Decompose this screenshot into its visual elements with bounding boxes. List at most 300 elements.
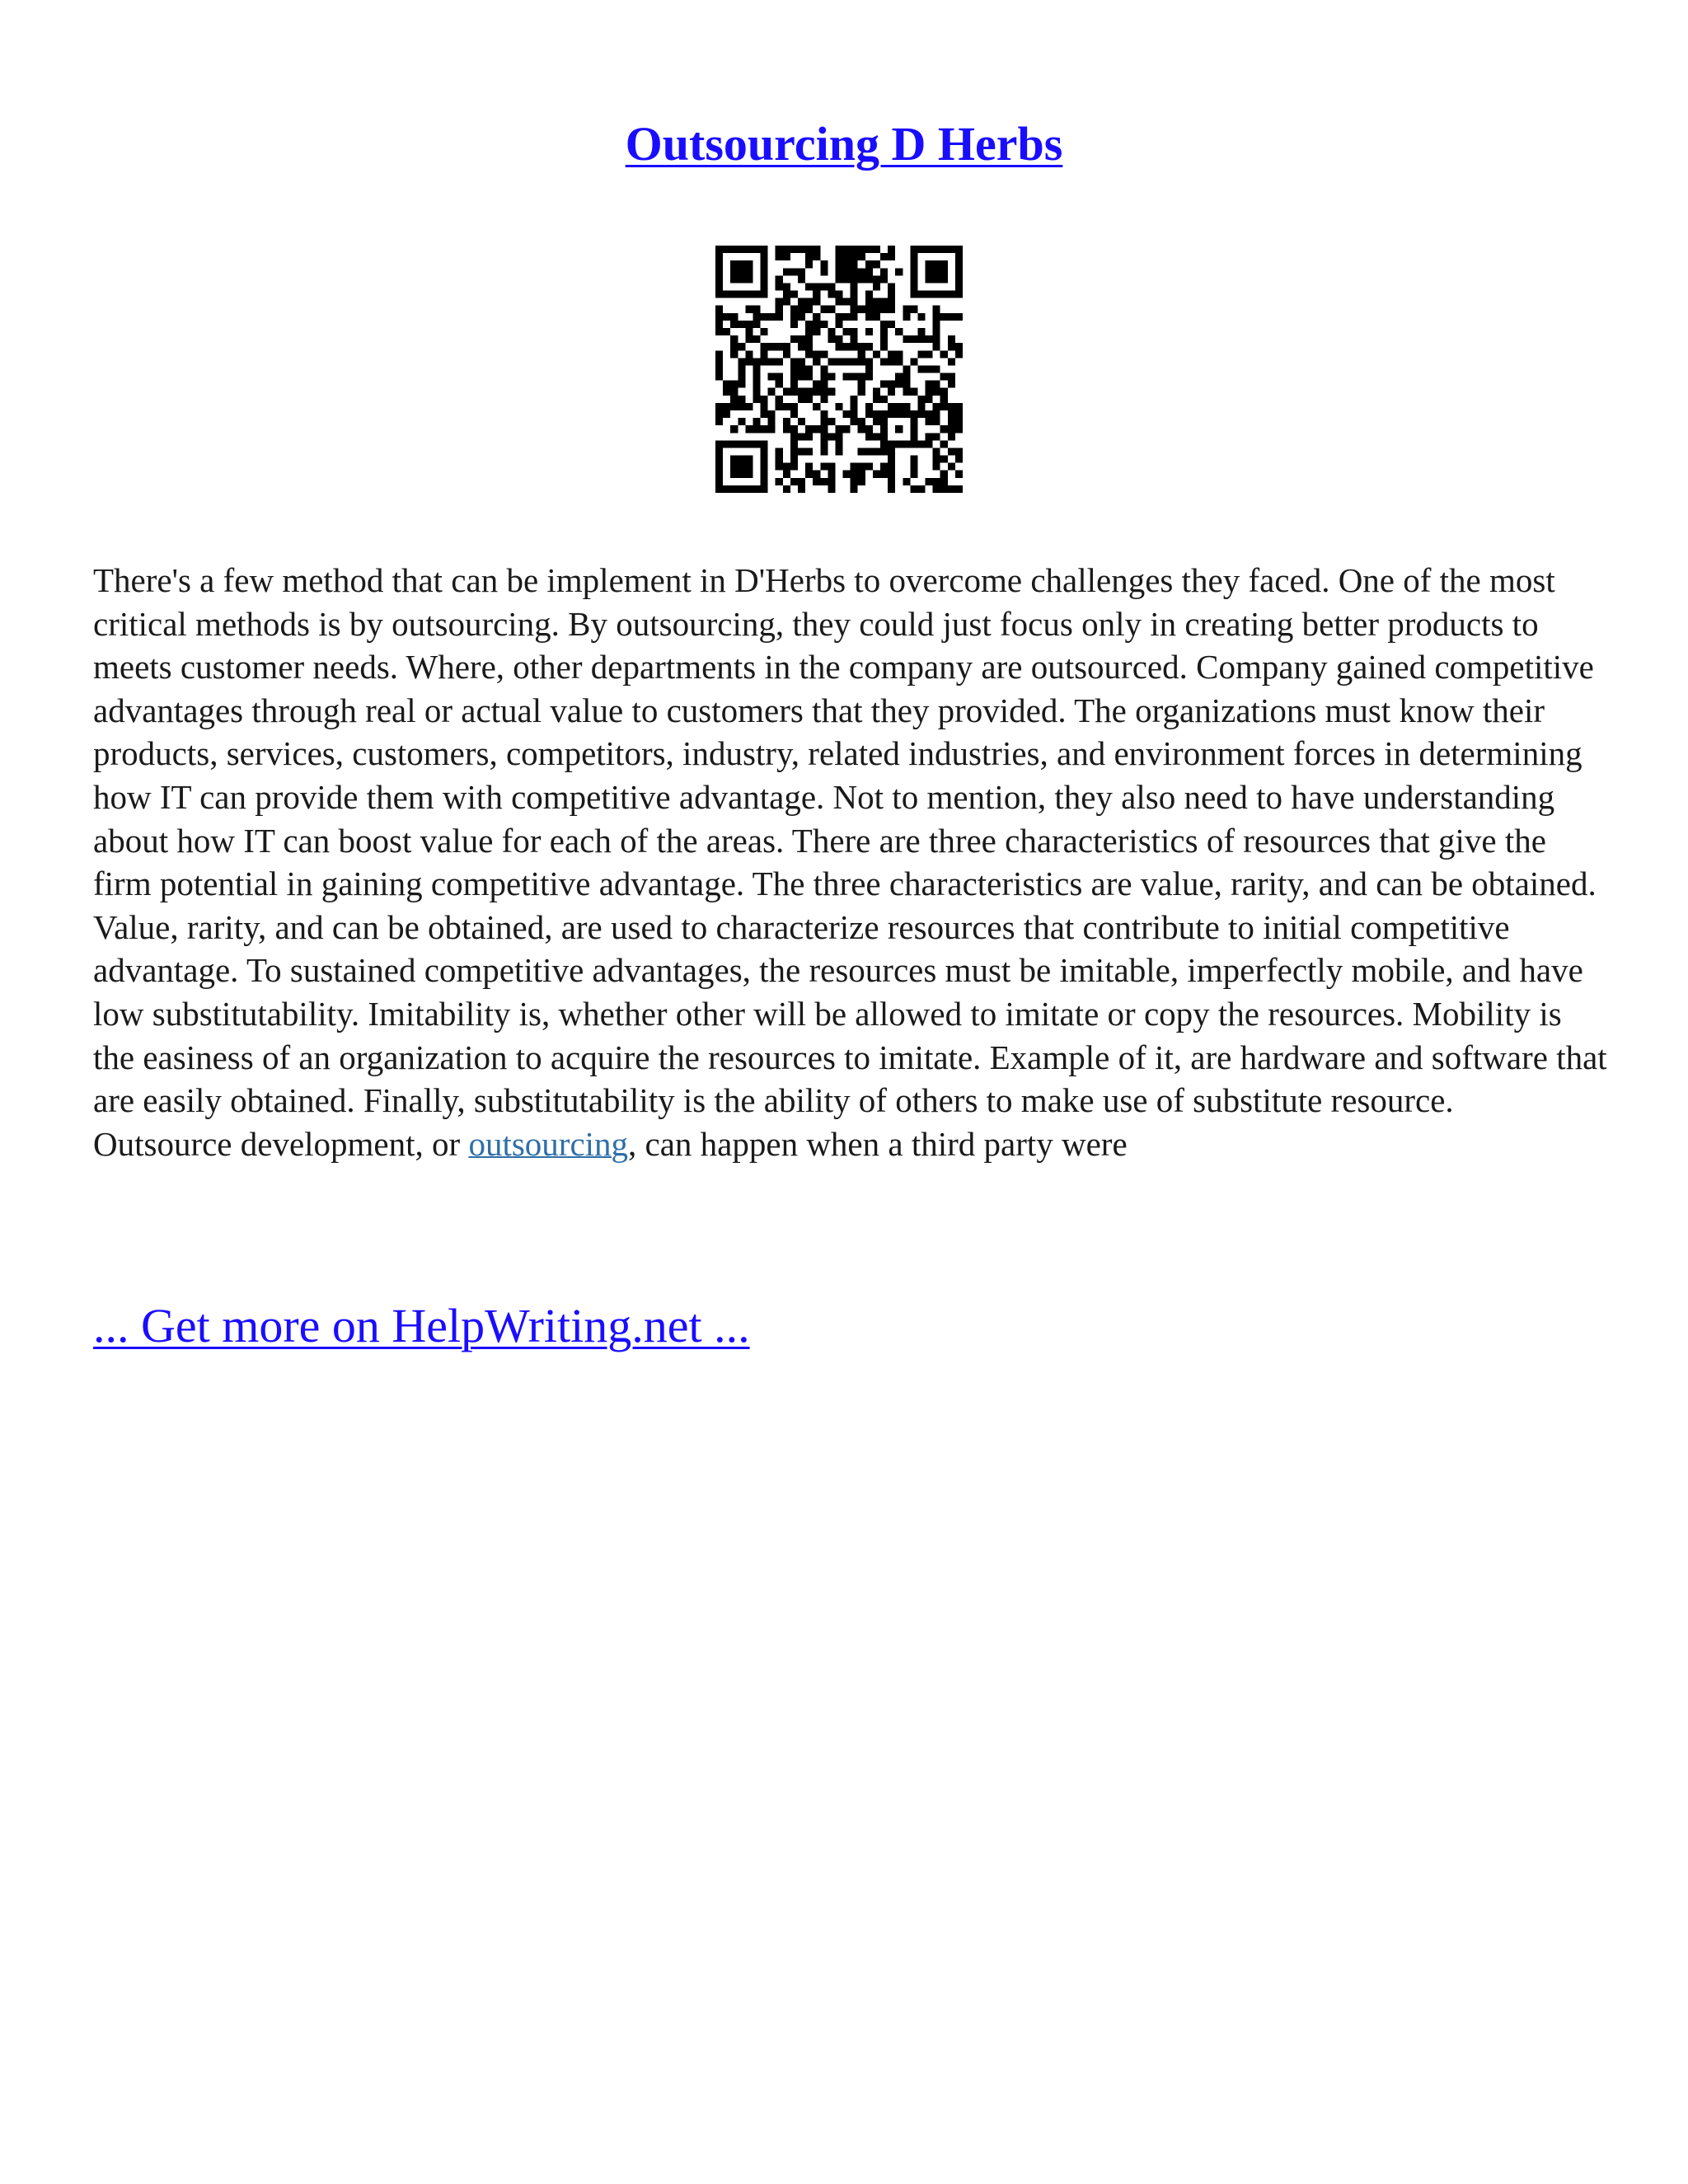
qr-module <box>926 335 933 343</box>
qr-module <box>903 403 910 410</box>
qr-module <box>820 410 828 418</box>
qr-module <box>873 471 880 478</box>
qr-module <box>910 253 917 260</box>
qr-module <box>813 321 820 328</box>
qr-module <box>820 425 828 433</box>
qr-module <box>933 260 940 268</box>
qr-module <box>828 328 835 335</box>
qr-module <box>926 275 933 283</box>
qr-module <box>715 403 723 410</box>
qr-module <box>917 396 925 403</box>
qr-module <box>955 283 963 290</box>
qr-module <box>828 306 835 313</box>
paragraph-3-text-end: , can happen when a third party were <box>628 1124 1128 1163</box>
qr-module <box>761 485 768 493</box>
qr-module <box>955 313 963 321</box>
qr-module <box>745 291 753 298</box>
qr-module <box>933 268 940 275</box>
qr-module <box>813 388 820 396</box>
qr-module <box>745 246 753 253</box>
qr-module <box>820 350 828 358</box>
qr-module <box>873 433 880 440</box>
qr-module <box>828 463 835 471</box>
qr-module <box>888 463 895 471</box>
qr-module <box>865 463 873 471</box>
qr-module <box>753 485 760 493</box>
qr-module <box>798 485 805 493</box>
qr-module <box>828 433 835 440</box>
qr-module <box>888 456 895 463</box>
qr-module <box>798 343 805 350</box>
qr-module <box>813 298 820 306</box>
qr-module <box>790 373 798 381</box>
qr-module <box>858 275 865 283</box>
qr-module <box>917 410 925 418</box>
qr-module <box>851 253 858 260</box>
qr-module <box>933 291 940 298</box>
qr-module <box>880 410 888 418</box>
qr-module <box>730 388 738 396</box>
qr-module <box>835 343 842 350</box>
qr-module <box>715 253 723 260</box>
qr-module <box>798 298 805 306</box>
qr-module <box>790 410 798 418</box>
qr-module <box>753 291 760 298</box>
qr-module <box>926 291 933 298</box>
qr-module <box>933 343 940 350</box>
qr-module <box>761 478 768 485</box>
qr-module <box>910 485 917 493</box>
qr-module <box>790 306 798 313</box>
qr-module <box>926 410 933 418</box>
qr-module <box>783 246 790 253</box>
qr-module <box>761 456 768 463</box>
qr-module <box>798 478 805 485</box>
qr-module <box>873 298 880 306</box>
qr-module <box>858 418 865 425</box>
qr-module <box>790 321 798 328</box>
qr-module <box>753 381 760 388</box>
qr-module <box>955 291 963 298</box>
qr-module <box>805 396 813 403</box>
qr-module <box>851 463 858 471</box>
qr-module <box>843 260 851 268</box>
qr-module <box>851 268 858 275</box>
qr-module <box>828 335 835 343</box>
qr-module <box>955 425 963 433</box>
qr-module <box>761 291 768 298</box>
qr-module <box>738 291 745 298</box>
qr-module <box>753 313 760 321</box>
qr-module <box>955 268 963 275</box>
qr-module <box>820 306 828 313</box>
qr-module <box>776 283 783 290</box>
qr-module <box>790 291 798 298</box>
qr-module <box>715 471 723 478</box>
qr-module <box>753 388 760 396</box>
qr-module <box>858 448 865 455</box>
qr-module <box>715 418 723 425</box>
qr-module <box>798 275 805 283</box>
qr-module <box>933 381 940 388</box>
qr-module <box>738 463 745 471</box>
qr-module <box>843 410 851 418</box>
qr-module <box>805 343 813 350</box>
qr-module <box>948 373 955 381</box>
qr-module <box>948 246 955 253</box>
qr-module <box>895 381 903 388</box>
qr-module <box>738 403 745 410</box>
qr-module <box>738 358 745 365</box>
qr-module <box>820 418 828 425</box>
article-body <box>93 559 1610 1165</box>
qr-module <box>730 343 738 350</box>
qr-module <box>738 440 745 448</box>
qr-module <box>798 396 805 403</box>
qr-module <box>933 418 940 425</box>
qr-module <box>851 306 858 313</box>
qr-module <box>738 365 745 373</box>
qr-module <box>761 260 768 268</box>
qr-module <box>880 275 888 283</box>
qr-module <box>851 313 858 321</box>
qr-module <box>723 440 730 448</box>
qr-module <box>745 403 753 410</box>
qr-module <box>768 343 776 350</box>
qr-module <box>790 335 798 343</box>
qr-module <box>761 246 768 253</box>
qr-module <box>723 313 730 321</box>
qr-module <box>820 433 828 440</box>
qr-module <box>715 485 723 493</box>
qr-module <box>805 246 813 253</box>
qr-module <box>790 268 798 275</box>
qr-module <box>835 358 842 365</box>
qr-module <box>790 313 798 321</box>
qr-module <box>865 425 873 433</box>
qr-module <box>820 365 828 373</box>
qr-module <box>873 350 880 358</box>
qr-module <box>776 343 783 350</box>
qr-module <box>955 448 963 455</box>
qr-module <box>783 388 790 396</box>
qr-module <box>715 291 723 298</box>
qr-module <box>776 381 783 388</box>
qr-module <box>723 485 730 493</box>
qr-module <box>843 275 851 283</box>
qr-module <box>813 478 820 485</box>
qr-module <box>903 365 910 373</box>
qr-module <box>820 283 828 290</box>
qr-module <box>753 246 760 253</box>
qr-module <box>730 403 738 410</box>
qr-module <box>955 471 963 478</box>
qr-module <box>940 485 948 493</box>
qr-module <box>730 246 738 253</box>
qr-module <box>843 373 851 381</box>
qr-module <box>776 373 783 381</box>
qr-module <box>880 298 888 306</box>
qr-module <box>723 381 730 388</box>
qr-module <box>888 350 895 358</box>
qr-module <box>933 456 940 463</box>
qr-module <box>948 343 955 350</box>
qr-module <box>761 440 768 448</box>
qr-module <box>888 403 895 410</box>
qr-module <box>926 396 933 403</box>
qr-module <box>715 275 723 283</box>
qr-module <box>851 275 858 283</box>
qr-module <box>753 335 760 343</box>
qr-module <box>880 471 888 478</box>
qr-module <box>761 313 768 321</box>
qr-module <box>873 313 880 321</box>
qr-module <box>858 306 865 313</box>
qr-module <box>790 433 798 440</box>
qr-module <box>858 253 865 260</box>
qr-module <box>858 478 865 485</box>
qr-module <box>820 388 828 396</box>
qr-module <box>910 463 917 471</box>
qr-module <box>888 358 895 365</box>
qr-module <box>843 268 851 275</box>
qr-module <box>730 440 738 448</box>
qr-module <box>828 485 835 493</box>
qr-module <box>813 403 820 410</box>
qr-module <box>835 253 842 260</box>
qr-module <box>895 410 903 418</box>
qr-module <box>933 306 940 313</box>
qr-module <box>730 260 738 268</box>
qr-module <box>880 306 888 313</box>
qr-module <box>910 425 917 433</box>
qr-module <box>805 328 813 335</box>
qr-module <box>865 246 873 253</box>
title-link[interactable]: Outsourcing D Herbs <box>625 117 1063 171</box>
qr-module <box>933 463 940 471</box>
qr-module <box>745 463 753 471</box>
qr-module <box>761 448 768 455</box>
qr-module <box>730 335 738 343</box>
qr-module <box>880 396 888 403</box>
qr-module <box>738 418 745 425</box>
qr-module <box>926 350 933 358</box>
qr-module <box>858 463 865 471</box>
qr-module <box>948 381 955 388</box>
qr-module <box>776 403 783 410</box>
qr-module <box>851 335 858 343</box>
qr-module <box>828 358 835 365</box>
qr-module <box>813 471 820 478</box>
qr-module <box>888 321 895 328</box>
qr-module <box>790 463 798 471</box>
qr-module <box>783 471 790 478</box>
qr-module <box>738 471 745 478</box>
qr-code-icon <box>715 246 963 493</box>
qr-module <box>948 313 955 321</box>
qr-module <box>910 410 917 418</box>
qr-module <box>933 328 940 335</box>
qr-module <box>768 388 776 396</box>
qr-module <box>745 328 753 335</box>
outsourcing-link[interactable]: outsourcing <box>468 1124 629 1163</box>
qr-module <box>948 448 955 455</box>
qr-module <box>895 350 903 358</box>
qr-module <box>753 358 760 365</box>
qr-module <box>910 388 917 396</box>
qr-module <box>745 425 753 433</box>
qr-module <box>723 328 730 335</box>
qr-module <box>865 291 873 298</box>
qr-module <box>888 388 895 396</box>
qr-module <box>917 291 925 298</box>
qr-module <box>805 433 813 440</box>
paragraph-3-text-start: Outsource development, or <box>93 1124 469 1163</box>
qr-module <box>790 246 798 253</box>
qr-module <box>933 335 940 343</box>
qr-module <box>917 485 925 493</box>
qr-module <box>910 283 917 290</box>
qr-module <box>730 456 738 463</box>
qr-module <box>933 313 940 321</box>
qr-module <box>917 350 925 358</box>
qr-module <box>813 350 820 358</box>
qr-module <box>873 283 880 290</box>
qr-module <box>940 471 948 478</box>
qr-module <box>880 335 888 343</box>
qr-module <box>783 268 790 275</box>
qr-module <box>933 321 940 328</box>
qr-module <box>798 388 805 396</box>
qr-module <box>895 373 903 381</box>
qr-module <box>888 471 895 478</box>
qr-module <box>745 456 753 463</box>
qr-module <box>738 343 745 350</box>
qr-module <box>738 268 745 275</box>
qr-module <box>761 471 768 478</box>
qr-module <box>805 388 813 396</box>
qr-module <box>851 298 858 306</box>
get-more-link[interactable]: ... Get more on HelpWriting.net ... <box>93 1299 750 1352</box>
qr-module <box>805 335 813 343</box>
qr-module <box>880 321 888 328</box>
qr-module <box>805 321 813 328</box>
page-title <box>0 115 1688 173</box>
qr-module <box>910 456 917 463</box>
qr-module <box>880 328 888 335</box>
qr-module <box>715 268 723 275</box>
qr-module <box>955 253 963 260</box>
qr-module <box>783 350 790 358</box>
qr-module <box>851 410 858 418</box>
qr-module <box>948 403 955 410</box>
qr-module <box>730 321 738 328</box>
qr-module <box>715 321 723 328</box>
qr-module <box>805 306 813 313</box>
qr-module <box>798 365 805 373</box>
qr-module <box>828 471 835 478</box>
qr-module <box>768 358 776 365</box>
qr-module <box>843 253 851 260</box>
qr-module <box>820 373 828 381</box>
qr-module <box>955 275 963 283</box>
qr-module <box>940 478 948 485</box>
qr-module <box>933 403 940 410</box>
qr-module <box>955 456 963 463</box>
qr-module <box>940 260 948 268</box>
qr-module <box>715 306 723 313</box>
qr-module <box>798 418 805 425</box>
qr-module <box>910 246 917 253</box>
qr-module <box>790 440 798 448</box>
qr-module <box>940 425 948 433</box>
qr-module <box>820 478 828 485</box>
qr-module <box>851 246 858 253</box>
qr-module <box>865 268 873 275</box>
qr-module <box>745 440 753 448</box>
qr-module <box>835 298 842 306</box>
qr-module <box>715 456 723 463</box>
qr-module <box>888 381 895 388</box>
qr-module <box>940 246 948 253</box>
qr-module <box>828 283 835 290</box>
qr-module <box>888 283 895 290</box>
qr-code-graphic <box>715 246 963 493</box>
qr-module <box>783 425 790 433</box>
qr-module <box>820 440 828 448</box>
qr-module <box>858 373 865 381</box>
qr-module <box>738 381 745 388</box>
qr-module <box>910 433 917 440</box>
qr-module <box>805 471 813 478</box>
qr-module <box>776 253 783 260</box>
qr-module <box>738 396 745 403</box>
qr-module <box>715 313 723 321</box>
qr-module <box>805 350 813 358</box>
qr-module <box>888 440 895 448</box>
qr-module <box>820 381 828 388</box>
qr-module <box>873 260 880 268</box>
qr-module <box>933 433 940 440</box>
qr-module <box>880 448 888 455</box>
qr-module <box>738 260 745 268</box>
qr-module <box>895 440 903 448</box>
qr-module <box>835 448 842 455</box>
qr-module <box>865 365 873 373</box>
qr-module <box>933 246 940 253</box>
qr-module <box>895 403 903 410</box>
qr-module <box>753 418 760 425</box>
qr-module <box>895 425 903 433</box>
qr-module <box>948 418 955 425</box>
qr-module <box>917 246 925 253</box>
qr-module <box>730 485 738 493</box>
qr-module <box>715 478 723 485</box>
qr-module <box>738 456 745 463</box>
qr-module <box>715 448 723 455</box>
qr-module <box>730 471 738 478</box>
qr-module <box>790 456 798 463</box>
qr-module <box>888 478 895 485</box>
qr-module <box>940 456 948 463</box>
qr-module <box>745 485 753 493</box>
qr-module <box>776 463 783 471</box>
qr-module <box>813 253 820 260</box>
qr-module <box>880 358 888 365</box>
qr-module <box>715 358 723 365</box>
qr-module <box>895 268 903 275</box>
qr-module <box>738 321 745 328</box>
